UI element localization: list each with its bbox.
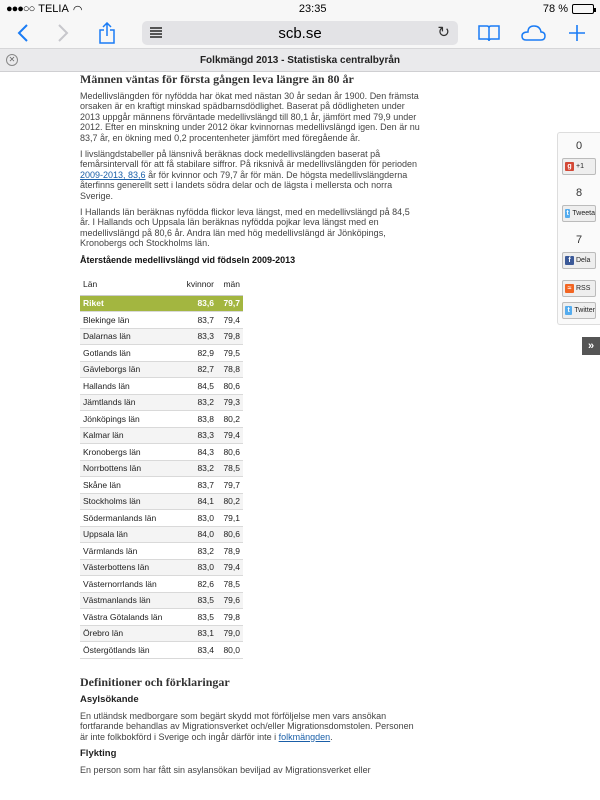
expand-sidebar-button[interactable]: » (582, 337, 600, 355)
chevron-right-icon (57, 23, 69, 43)
cell-man: 78,9 (217, 543, 243, 560)
table-row (80, 312, 243, 329)
cell-man: 79,5 (217, 345, 243, 362)
cell-kvinnor: 83,8 (178, 411, 217, 428)
forward-button[interactable] (48, 18, 78, 48)
col-header-kvinnor: kvinnor (178, 273, 217, 296)
cell-man: 80,6 (217, 444, 243, 461)
cell-man: 79,4 (217, 312, 243, 329)
twitter-icon: t (565, 306, 572, 315)
cell-man: 79,1 (217, 510, 243, 527)
cell-kvinnor: 83,0 (178, 559, 217, 576)
table-row (80, 625, 243, 642)
cell-lan: Örebro län (80, 625, 178, 642)
table-row (80, 394, 243, 411)
cell-kvinnor: 83,5 (178, 609, 217, 626)
cell-lan: Blekinge län (80, 312, 178, 329)
cell-kvinnor: 83,0 (178, 510, 217, 527)
table-row (80, 526, 243, 543)
cell-lan: Dalarnas län (80, 328, 178, 345)
twitter-follow-button[interactable]: t Twitter (562, 302, 596, 319)
paragraph-3: I Hallands län beräknas nyfödda flickor leva längst, med en medellivslängd på 84,5 år. I Hallands och Uppsala län beräknas nyfödda pojkar leva längst med en medellivslängd på 80,6 år. Andra län med hög medellivslängd är Jönköpings, Kronobergs och Stockholms län. (80, 207, 410, 249)
cell-lan: Stockholms län (80, 493, 178, 510)
col-header-man: män (217, 273, 243, 296)
article-heading: Männen väntas för första gången leva längre än 80 år (80, 72, 354, 86)
cell-kvinnor: 82,9 (178, 345, 217, 362)
cell-kvinnor: 83,7 (178, 312, 217, 329)
cell-man: 79,8 (217, 609, 243, 626)
battery-percent: 78 % (542, 3, 568, 15)
rss-button[interactable]: ≈ RSS (562, 280, 596, 297)
cell-kvinnor: 82,7 (178, 361, 217, 378)
cell-lan: Västerbottens län (80, 559, 178, 576)
cell-lan: Skåne län (80, 477, 178, 494)
tab-title: Folkmängd 2013 - Statistiska centralbyrån (199, 54, 401, 66)
cell-man: 79,6 (217, 592, 243, 609)
browser-toolbar (0, 18, 600, 48)
cell-lan: Gävleborgs län (80, 361, 178, 378)
cell-lan: Kalmar län (80, 427, 178, 444)
table-row (80, 477, 243, 494)
cell-kvinnor: 84,3 (178, 444, 217, 461)
close-tab-icon[interactable]: ✕ (6, 54, 18, 66)
cell-lan: Uppsala län (80, 526, 178, 543)
rss-icon: ≈ (565, 284, 574, 293)
cell-man: 80,6 (217, 526, 243, 543)
clock: 23:35 (298, 3, 327, 15)
table-title: Återstående medellivslängd vid födseln 2009-2013 (80, 254, 296, 265)
term-flykting-text: En person som har fått sin asylansökan beviljad av Migrationsverket eller (80, 764, 371, 775)
cell-kvinnor: 84,1 (178, 493, 217, 510)
table-row (80, 609, 243, 626)
share-button[interactable] (92, 18, 122, 48)
cell-lan: Norrbottens län (80, 460, 178, 477)
cell-man: 79,4 (217, 427, 243, 444)
term-asylsokande-text: En utländsk medborgare som begärt skydd mot förföljelse men vars ansökan fortfarande behandlas av Migrationsverket och/eller Migrationsdomstolen. Personen är inte folkbokförd i Sverige och ingår därför inte i folkmängden. (80, 710, 414, 742)
table-row (80, 510, 243, 527)
table-row (80, 427, 243, 444)
table-row-riket: Riket 83,6 79,7 (80, 295, 243, 312)
cell-man: 79,0 (217, 625, 243, 642)
table-row (80, 378, 243, 395)
table-row (80, 460, 243, 477)
period-link[interactable]: 2009-2013, 83,6 (80, 169, 146, 180)
cell-kvinnor: 83,2 (178, 394, 217, 411)
plus-icon (568, 24, 586, 42)
cell-lan: Hallands län (80, 378, 178, 395)
cell-lan: Kronobergs län (80, 444, 178, 461)
cell-man: 79,8 (217, 328, 243, 345)
tab[interactable] (0, 48, 600, 72)
share-count-top: 0 (575, 139, 583, 152)
cell-kvinnor: 82,6 (178, 576, 217, 593)
cell-kvinnor: 83,7 (178, 477, 217, 494)
battery-icon (572, 4, 594, 14)
gplus-button[interactable]: g +1 (562, 158, 596, 175)
cell-man: 80,2 (217, 493, 243, 510)
paragraph-1: Medellivslängden för nyfödda har ökat med nästan 30 år sedan år 1900. Den främsta orsaken är en kraftigt minskad spädbarnsdödlighet. Baserat på dödligheten under 2013 uppgår männens förväntade medellivslängd till 80,1 år, jämfört med 79,9 under 2012. Efter en minskning under 2012 ökar kvinnornas medellivslängd igen. Den är nu 83,7 år, en ökning med 0,2 procentenheter jämfört med föregående år. (80, 91, 420, 143)
cell-lan: Västra Götalands län (80, 609, 178, 626)
cell-lan: Östergötlands län (80, 642, 178, 659)
table-row (80, 493, 243, 510)
term-flykting: Flykting (80, 747, 117, 759)
definitions-heading: Definitioner och förklaringar (80, 674, 230, 689)
cell-man: 79,4 (217, 559, 243, 576)
cell-kvinnor: 84,5 (178, 378, 217, 395)
reader-icon[interactable] (150, 27, 162, 38)
cell-lan: Jämtlands län (80, 394, 178, 411)
cell-kvinnor: 83,3 (178, 328, 217, 345)
cell-kvinnor: 83,2 (178, 460, 217, 477)
cell-man: 80,2 (217, 411, 243, 428)
share-count-fb: 7 (575, 233, 583, 246)
bookmarks-button[interactable] (474, 18, 504, 48)
cloud-icon (520, 24, 546, 42)
life-expectancy-table (80, 273, 243, 659)
cell-lan: Västmanlands län (80, 592, 178, 609)
facebook-share-button[interactable]: f Dela (562, 252, 596, 269)
cell-lan: Gotlands län (80, 345, 178, 362)
cell-kvinnor: 83,5 (178, 592, 217, 609)
gplus-icon: g (565, 162, 574, 171)
facebook-icon: f (565, 256, 574, 265)
term-asylsokande: Asylsökande (80, 693, 139, 705)
cell-man: 79,7 (217, 477, 243, 494)
share-count-gplus: 8 (575, 186, 583, 199)
cell-kvinnor: 83,2 (178, 543, 217, 560)
table-row (80, 444, 243, 461)
cell-kvinnor: 83,4 (178, 642, 217, 659)
tweet-button[interactable]: t Tweeta (562, 205, 596, 222)
carrier-label: TELIA (38, 3, 69, 15)
chevron-left-icon (17, 23, 29, 43)
cell-lan: Västernorrlands län (80, 576, 178, 593)
status-bar (0, 0, 600, 18)
url-text: scb.se (278, 24, 322, 42)
article (80, 72, 420, 781)
reload-icon[interactable]: ↻ (437, 24, 450, 41)
table-row (80, 592, 243, 609)
cell-man: 80,0 (217, 642, 243, 659)
table-row (80, 576, 243, 593)
table-row (80, 543, 243, 560)
col-header-lan: Län (80, 273, 178, 296)
cell-kvinnor: 83,3 (178, 427, 217, 444)
paragraph-2: I livslängdstabeller på länsnivå beräknas dock medellivslängden baserat på femårsintervall för att få stabilare siffror. På riksnivå är medellivslängden för perioden 2009-2013, 83,6 år för kvinnor och 79,7 år för män. De högsta medellivslängderna återfinns generellt sett i landets södra delar och de lägsta i mellersta och norra Sverige. (80, 149, 417, 201)
table-row (80, 411, 243, 428)
table-row (80, 361, 243, 378)
share-icon (99, 22, 115, 44)
address-bar[interactable] (142, 21, 458, 45)
cell-man: 78,5 (217, 460, 243, 477)
cell-kvinnor: 84,0 (178, 526, 217, 543)
back-button[interactable] (8, 18, 38, 48)
cell-lan: Jönköpings län (80, 411, 178, 428)
table-row (80, 642, 243, 659)
table-row (80, 345, 243, 362)
twitter-bird-icon: t (566, 210, 569, 217)
cell-man: 78,8 (217, 361, 243, 378)
book-icon (478, 24, 500, 42)
share-sidebar (557, 132, 600, 325)
cell-lan: Södermanlands län (80, 510, 178, 527)
new-tab-button[interactable] (562, 18, 592, 48)
table-row (80, 328, 243, 345)
cell-lan: Värmlands län (80, 543, 178, 560)
table-row (80, 559, 243, 576)
wifi-icon: ◠ (72, 3, 83, 16)
icloud-tabs-button[interactable] (518, 18, 548, 48)
cell-man: 78,5 (217, 576, 243, 593)
folkmangden-link[interactable]: folkmängden (278, 731, 331, 742)
cell-man: 80,6 (217, 378, 243, 395)
cell-kvinnor: 83,1 (178, 625, 217, 642)
cell-man: 79,3 (217, 394, 243, 411)
signal-icon: ●●●○○ (6, 3, 35, 15)
